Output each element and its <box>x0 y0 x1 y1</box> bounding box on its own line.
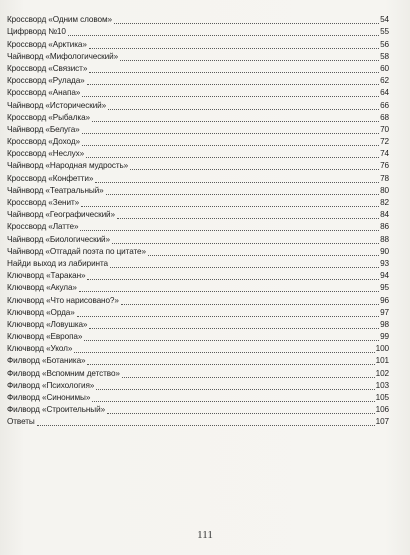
dot-leader <box>96 389 374 390</box>
toc-entry-page: 90 <box>380 246 389 256</box>
dot-leader <box>122 377 375 378</box>
dot-leader <box>148 255 379 256</box>
toc-entry-title: Кроссворд «Неслух» <box>7 149 85 159</box>
dot-leader <box>68 35 379 36</box>
toc-entry-page: 98 <box>380 319 389 329</box>
toc-entry <box>7 307 389 319</box>
toc-entry-page: 86 <box>380 222 389 232</box>
toc-entry-title: Кроссворд «Связист» <box>7 63 88 73</box>
toc-entry-page: 72 <box>380 137 389 147</box>
toc-entry-title: Кроссворд «Латте» <box>7 222 79 232</box>
toc-entry-page: 101 <box>375 356 389 366</box>
dot-leader <box>114 23 379 24</box>
dot-leader <box>112 243 379 244</box>
toc-entry-title: Кроссворд «Рулада» <box>7 76 85 86</box>
toc-entry-page: 102 <box>375 368 389 378</box>
toc-entry-title: Ключворд «Таракан» <box>7 271 86 281</box>
toc-entry <box>7 282 389 294</box>
toc-entry-page: 95 <box>380 283 389 293</box>
toc-entry-title: Чайнворд «Театральный» <box>7 185 104 195</box>
toc-entry-page: 88 <box>380 234 389 244</box>
toc-entry-title: Ключворд «Акула» <box>7 283 77 293</box>
toc-entry-title: Кроссворд «Конфетти» <box>7 173 94 183</box>
toc-entry <box>7 380 389 392</box>
toc-entry <box>7 26 389 38</box>
toc-entry-title: Чайнворд «Географический» <box>7 210 115 220</box>
dot-leader <box>106 194 379 195</box>
toc-entry-title: Чайнворд «Биологический» <box>7 234 110 244</box>
dot-leader <box>117 218 379 219</box>
toc-entry-page: 103 <box>375 380 389 390</box>
dot-leader <box>87 364 374 365</box>
toc-entry <box>7 63 389 75</box>
toc-entry <box>7 367 389 379</box>
toc-entry <box>7 221 389 233</box>
toc-entry <box>7 87 389 99</box>
toc-entry-title: Чайнворд «Исторический» <box>7 100 107 110</box>
toc-entry-page: 76 <box>380 161 389 171</box>
dot-leader <box>84 340 379 341</box>
toc-entry <box>7 331 389 343</box>
dot-leader <box>79 291 379 292</box>
toc-entry <box>7 14 389 26</box>
toc-entry <box>7 124 389 136</box>
toc-entry-title: Ключворд «Европа» <box>7 332 83 342</box>
toc-entry-title: Филворд «Психология» <box>7 380 95 390</box>
toc-entry-title: Кроссворд «Рыбалка» <box>7 112 90 122</box>
toc-entry-title: Филворд «Ботаника» <box>7 356 86 366</box>
dot-leader <box>95 182 379 183</box>
toc-entry <box>7 319 389 331</box>
toc-entry <box>7 233 389 245</box>
toc-entry <box>7 136 389 148</box>
toc-entry <box>7 392 389 404</box>
toc-entry-page: 107 <box>375 417 389 427</box>
toc-entry-title: Филворд «Синонимы» <box>7 393 91 402</box>
dot-leader <box>92 401 374 402</box>
toc-entry-title: Ключворд «Ловушка» <box>7 319 88 329</box>
toc-entry <box>7 258 389 270</box>
toc-entry-page: 58 <box>380 51 389 61</box>
toc-entry-title: Чайнворд «Отгадай поэта по цитате» <box>7 246 146 256</box>
toc-entry-page: 74 <box>380 149 389 159</box>
dot-leader <box>82 96 379 97</box>
dot-leader <box>107 413 375 414</box>
toc-entry <box>7 416 389 428</box>
page-number: 111 <box>197 529 213 541</box>
dot-leader <box>89 72 379 73</box>
dot-leader <box>121 304 379 305</box>
toc-entry-page: 82 <box>380 198 389 207</box>
toc-entry-title: Кроссворд «Одним словом» <box>7 15 112 25</box>
toc-entry <box>7 75 389 87</box>
toc-entry-page: 62 <box>380 76 389 86</box>
toc-entry <box>7 246 389 258</box>
toc-entry-page: 60 <box>380 63 389 73</box>
toc-entry-page: 97 <box>380 307 389 317</box>
toc-entry-page: 54 <box>380 15 389 25</box>
toc-entry-title: Филворд «Вспомним детство» <box>7 368 120 378</box>
dot-leader <box>92 121 379 122</box>
dot-leader <box>110 267 379 268</box>
table-of-contents <box>7 14 389 428</box>
toc-entry-page: 93 <box>380 258 389 268</box>
toc-entry <box>7 294 389 306</box>
toc-entry-title: Ключворд «Укол» <box>7 344 73 354</box>
dot-leader <box>87 279 379 280</box>
dot-leader <box>80 230 379 231</box>
dot-leader <box>74 352 374 353</box>
toc-entry <box>7 185 389 197</box>
toc-entry <box>7 355 389 367</box>
toc-entry <box>7 172 389 184</box>
dot-leader <box>77 316 379 317</box>
toc-entry-title: Чайнворд «Народная мудрость» <box>7 161 129 171</box>
toc-entry-page: 78 <box>380 173 389 183</box>
toc-entry <box>7 197 389 209</box>
dot-leader <box>82 133 379 134</box>
toc-entry <box>7 209 389 221</box>
toc-entry-page: 56 <box>380 39 389 49</box>
dot-leader <box>86 157 379 158</box>
toc-entry-page: 64 <box>380 88 389 98</box>
toc-entry <box>7 148 389 160</box>
dot-leader <box>130 169 379 170</box>
toc-entry-page: 105 <box>375 393 389 402</box>
toc-entry <box>7 51 389 63</box>
toc-entry <box>7 270 389 282</box>
toc-entry-title: Кроссворд «Зенит» <box>7 198 80 207</box>
toc-entry-title: Филворд «Строительный» <box>7 405 106 415</box>
toc-entry-title: Кроссворд «Анапа» <box>7 88 81 98</box>
toc-entry-title: Ответы <box>7 417 35 427</box>
toc-entry-page: 94 <box>380 271 389 281</box>
toc-entry-page: 70 <box>380 124 389 134</box>
toc-entry-title: Ключворд «Орда» <box>7 307 75 317</box>
toc-entry-page: 99 <box>380 332 389 342</box>
toc-entry-title: Найди выход из лабиринта <box>7 258 108 268</box>
toc-entry <box>7 160 389 172</box>
dot-leader <box>89 48 379 49</box>
toc-entry-title: Кроссворд «Арктика» <box>7 39 87 49</box>
dot-leader <box>37 425 375 426</box>
toc-entry-page: 68 <box>380 112 389 122</box>
toc-entry <box>7 404 389 416</box>
toc-entry-page: 100 <box>375 344 389 354</box>
toc-entry <box>7 343 389 355</box>
toc-entry-title: Цифрворд №10 <box>7 27 66 37</box>
toc-entry-page: 66 <box>380 100 389 110</box>
dot-leader <box>108 109 379 110</box>
toc-entry-page: 96 <box>380 295 389 305</box>
toc-entry-title: Ключворд «Что нарисовано?» <box>7 295 119 305</box>
dot-leader <box>87 84 379 85</box>
toc-entry-page: 80 <box>380 185 389 195</box>
dot-leader <box>89 328 379 329</box>
toc-entry-page: 84 <box>380 210 389 220</box>
toc-entry-title: Чайнворд «Мифологический» <box>7 51 119 61</box>
toc-entry-page: 55 <box>380 27 389 37</box>
dot-leader <box>120 60 379 61</box>
toc-entry-page: 106 <box>375 405 389 415</box>
dot-leader <box>81 206 379 207</box>
toc-entry <box>7 112 389 124</box>
toc-entry-title: Чайнворд «Белуга» <box>7 124 80 134</box>
toc-entry-title: Кроссворд «Доход» <box>7 137 80 147</box>
dot-leader <box>82 145 379 146</box>
toc-entry <box>7 38 389 50</box>
toc-entry <box>7 99 389 111</box>
